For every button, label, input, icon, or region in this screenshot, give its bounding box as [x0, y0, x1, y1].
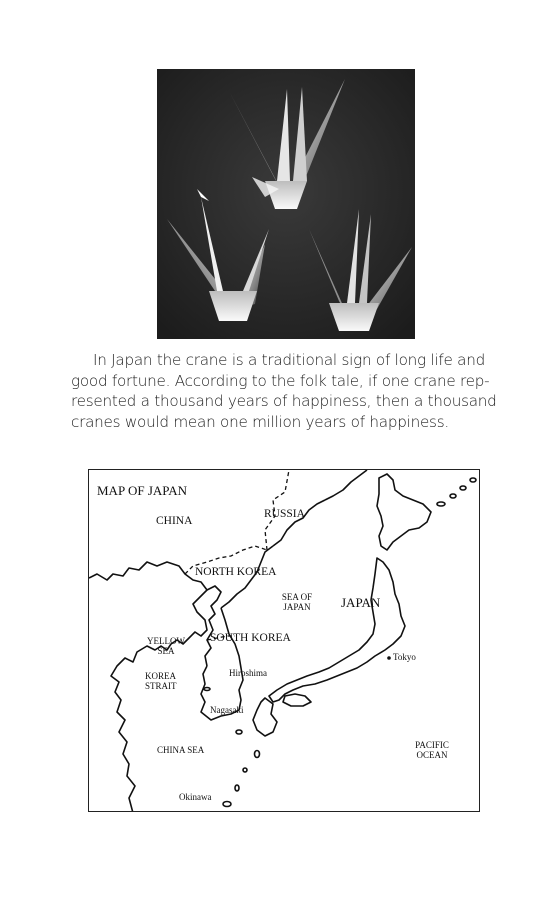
- island: [223, 802, 231, 807]
- island: [235, 785, 239, 791]
- caption-line: In Japan the crane is a traditional sign of long life and: [93, 351, 486, 369]
- label-korea-strait: [145, 671, 191, 692]
- label-sea-of-japan-line1: SEA OF: [281, 592, 313, 602]
- label-sea-of-japan-line2: JAPAN: [283, 602, 311, 613]
- label-china-sea: CHINA SEA: [157, 745, 205, 755]
- caption-paragraph: [71, 350, 501, 432]
- island: [460, 486, 466, 490]
- caption-line: good fortune. According to the folk tale, if one crane rep-: [71, 371, 490, 390]
- label-pacific-line2: OCEAN: [416, 750, 448, 761]
- island: [243, 768, 247, 772]
- shikoku-outline: [283, 694, 311, 706]
- label-yellow-sea-line1: YELLOW: [147, 636, 185, 646]
- label-pacific-ocean: [407, 740, 457, 761]
- kyushu-outline: [253, 698, 277, 736]
- label-pacific-line1: PACIFIC: [415, 740, 449, 750]
- island: [450, 494, 456, 498]
- cranes-illustration: [157, 69, 415, 339]
- label-south-korea: SOUTH KOREA: [210, 632, 291, 644]
- caption-line: resented a thousand years of happiness, then a thousand: [71, 392, 497, 410]
- label-korea-strait-line2: STRAIT: [145, 681, 177, 692]
- island: [437, 502, 445, 506]
- label-yellow-sea: [143, 636, 189, 657]
- label-yellow-sea-line2: SEA: [157, 646, 175, 657]
- label-russia: RUSSIA: [264, 508, 305, 520]
- city-tokyo: Tokyo: [393, 652, 416, 662]
- label-korea-strait-line1: KOREA: [145, 671, 176, 681]
- map-title: MAP OF JAPAN: [97, 483, 188, 498]
- hokkaido-outline: [377, 474, 431, 550]
- korea-west-coast: [205, 586, 221, 666]
- island: [236, 730, 242, 734]
- city-hiroshima: Hiroshima: [229, 668, 267, 678]
- island: [204, 688, 210, 691]
- island: [470, 478, 476, 482]
- island: [255, 751, 260, 758]
- origami-cranes-photo: [157, 69, 415, 339]
- russia-coast-upper: [325, 470, 367, 500]
- label-china: CHINA: [156, 515, 193, 527]
- city-nagasaki: Nagasaki: [210, 705, 244, 715]
- map-of-japan: [88, 469, 480, 812]
- label-japan: JAPAN: [341, 595, 381, 610]
- label-sea-of-japan: [277, 592, 317, 613]
- tokyo-dot: [387, 656, 391, 660]
- city-okinawa: Okinawa: [179, 792, 212, 802]
- label-north-korea: NORTH KOREA: [195, 566, 277, 578]
- caption-line: cranes would mean one million years of happiness.: [71, 412, 449, 431]
- honshu-outline: [269, 558, 405, 702]
- russia-coast: [273, 500, 325, 546]
